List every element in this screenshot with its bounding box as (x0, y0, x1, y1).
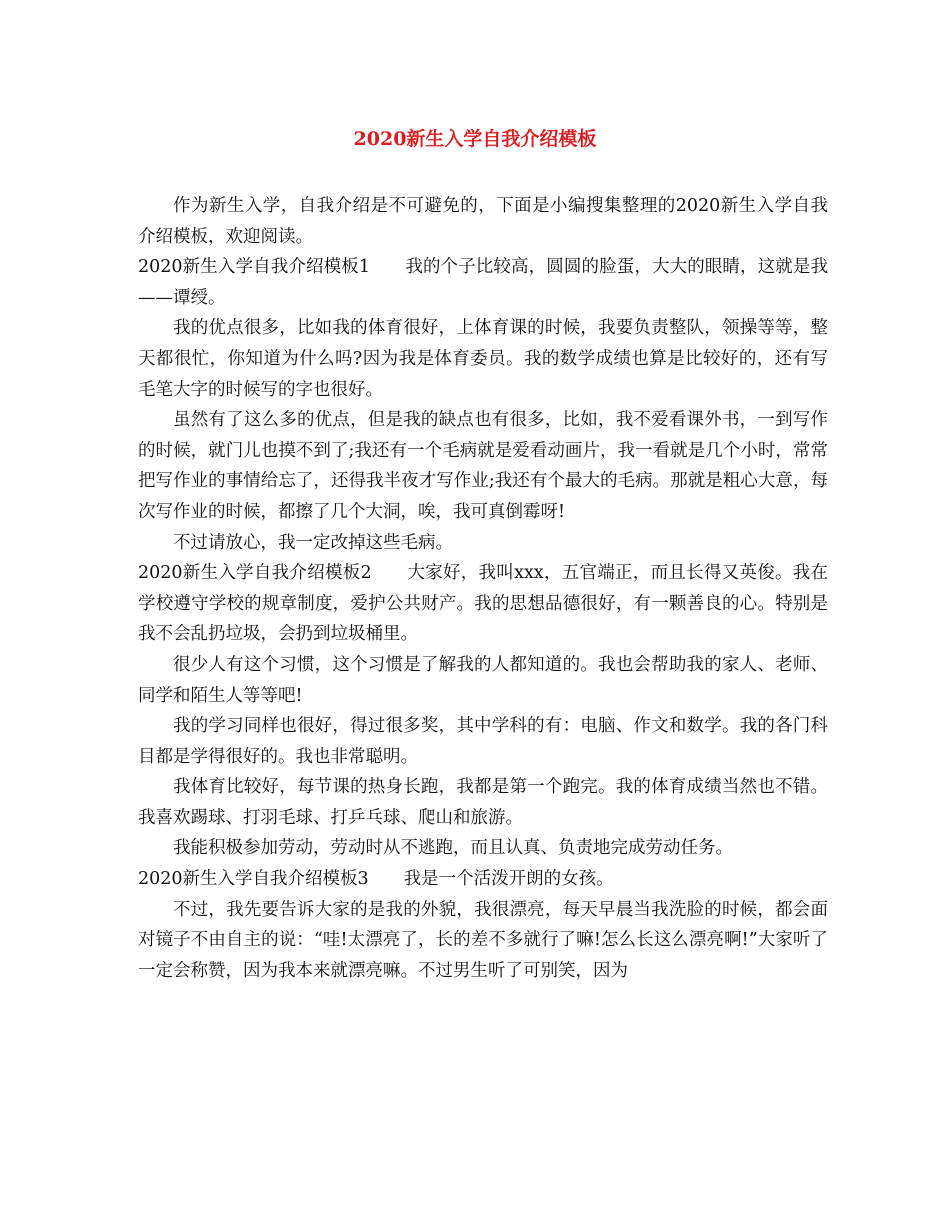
body-paragraph (138, 650, 828, 711)
section-paragraph (138, 558, 828, 650)
paragraph-text: 我是一个活泼开朗的女孩。 (403, 869, 614, 890)
paragraph-text: 很少人有这个习惯，这个习惯是了解我的人都知道的。我也会帮助我的家人、老师、同学和陌生人等等吧! (138, 654, 828, 706)
body-paragraph (138, 895, 828, 987)
paragraph-text: 不过请放心，我一定改掉这些毛病。 (173, 532, 453, 553)
body-paragraph (138, 772, 828, 833)
paragraph-text: 虽然有了这么多的优点，但是我的缺点也有很多，比如，我不爱看课外书，一到写作的时候，就门儿也摸不到了;我还有一个毛病就是爱看动画片，我一看就是几个小时，常常把写作业的事情给忘了，还得我半夜才写作业;我还有个最大的毛病。那就是粗心大意，每次写作业的时候，都擦了几个大洞，唉，我可真倒霉呀! (138, 410, 828, 522)
paragraph-text: 我的优点很多，比如我的体育很好，上体育课的时候，我要负责整队，领操等等，整天都很忙，你知道为什么吗?因为我是体育委员。我的数学成绩也算是比较好的，还有写毛笔大字的时候写的字也很好。 (138, 318, 828, 400)
section-heading: 2020新生入学自我介绍模板3 (138, 869, 369, 890)
body-paragraph (138, 191, 828, 252)
paragraph-text: 我的个子比较高，圆圆的脸蛋，大大的眼睛，这就是我——谭绶。 (138, 257, 829, 308)
paragraph-text: 我的学习同样也很好，得过很多奖，其中学科的有：电脑、作文和数学。我的各门科目都是学得很好的。我也非常聪明。 (138, 716, 828, 767)
heading-gap (369, 869, 404, 889)
body-paragraph (138, 711, 828, 772)
section-paragraph (138, 252, 828, 313)
heading-gap (372, 563, 408, 583)
body-paragraph (138, 528, 828, 559)
body-paragraph (138, 833, 828, 864)
paragraph-text: 我体育比较好，每节课的热身长跑，我都是第一个跑完。我的体育成绩当然也不错。我喜欢踢球、打羽毛球、打乒乓球、爬山和旅游。 (138, 777, 828, 828)
section-heading: 2020新生入学自我介绍模板1 (138, 257, 370, 278)
body-paragraph (138, 405, 828, 527)
section-paragraph (138, 864, 828, 895)
paragraph-text: 我能积极参加劳动，劳动时从不逃跑，而且认真、负责地完成劳动任务。 (173, 838, 733, 859)
heading-gap (370, 257, 405, 277)
section-heading: 2020新生入学自我介绍模板2 (138, 563, 372, 584)
paragraph-text: 大家好，我叫xxx，五官端正，而且长得又英俊。我在学校遵守学校的规章制度，爱护公共财产。我的思想品德很好，有一颗善良的心。特别是我不会乱扔垃圾，会扔到垃圾桶里。 (138, 563, 828, 645)
body-paragraph (138, 313, 828, 405)
paragraph-text: 作为新生入学，自我介绍是不可避免的，下面是小编搜集整理的2020新生入学自我介绍模板，欢迎阅读。 (138, 196, 828, 247)
paragraph-text: 不过，我先要告诉大家的是我的外貌，我很漂亮，每天早晨当我洗脸的时候，都会面对镜子不由自主的说：“哇!太漂亮了，长的差不多就行了嘛!怎么长这么漂亮啊!”大家听了一定会称赞，因为我本来就漂亮嘛。不过男生听了可别笑，因为 (138, 899, 828, 981)
document-title: 2020新生入学自我介绍模板 (353, 128, 597, 150)
document-body (138, 191, 828, 986)
